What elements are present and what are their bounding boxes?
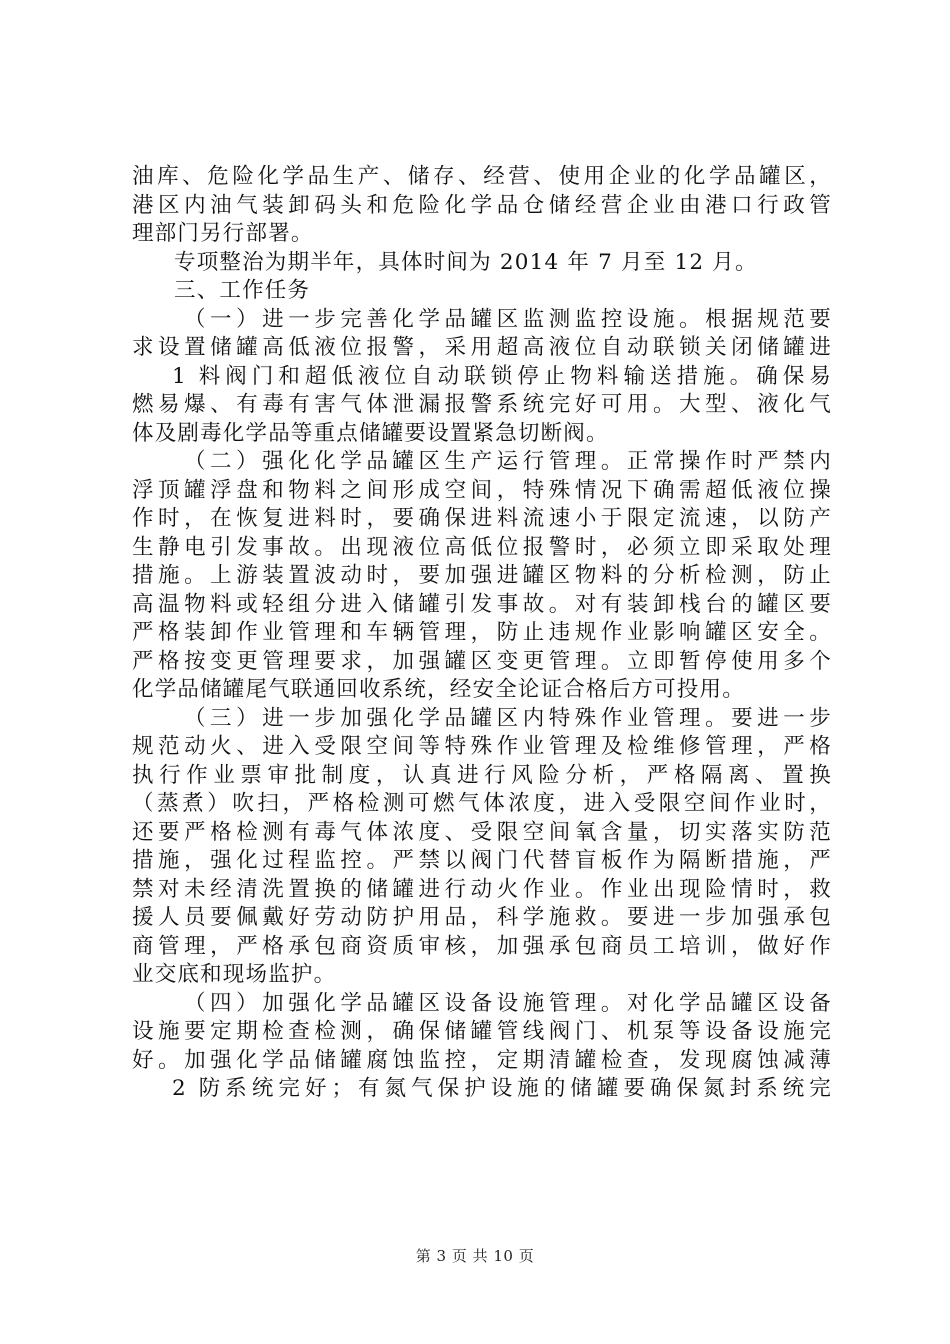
text-line: 燃易爆、有毒有害气体泄漏报警系统完好可用。大型、液化气 [132,392,832,417]
text-line: 体及剧毒化学品等重点储罐要设置紧急切断阀。 [132,420,609,446]
text-line: 禁对未经清洗置换的储罐进行动火作业。作业出现险情时，救 [132,876,832,902]
text-line: 执行作业票审批制度，认真进行风险分析，严格隔离、置换 [132,762,832,788]
text-line: 还要严格检测有毒气体浓度、受限空间氧含量，切实落实防范 [132,819,832,845]
text-line: 油库、危险化学品生产、储存、经营、使用企业的化学品罐区， [132,164,832,189]
text-line: 商管理，严格承包商资质审核，加强承包商员工培训，做好作 [132,933,832,959]
text-line: 业交底和现场监护。 [132,962,337,987]
text-line: 1 料阀门和超低液位自动联锁停止物料输送措施。确保易 [172,363,832,389]
text-line: 措施。上游装置波动时，要加强进罐区物料的分析检测，防止 [132,563,832,588]
text-line: 浮顶罐浮盘和物料之间形成空间，特殊情况下确需超低液位操 [132,477,832,503]
text-line: 措施，强化过程监控。严禁以阀门代替盲板作为隔断措施，严 [132,848,832,873]
text-line: （二）强化化学品罐区生产运行管理。正常操作时严禁内 [184,449,832,474]
text-line: 高温物料或轻组分进入储罐引发事故。对有装卸栈台的罐区要 [132,591,832,617]
page-number-footer: 第 3 页 共 10 页 [415,1247,535,1265]
document-body [132,163,832,1104]
text-line: 2 防系统完好；有氮气保护设施的储罐要确保氮封系统完 [172,1076,832,1101]
text-line: 理部门另行部署。 [132,221,314,246]
text-line: （四）加强化学品罐区设备设施管理。对化学品罐区设备 [184,990,832,1016]
text-line: 港区内油气装卸码头和危险化学品仓储经营企业由港口行政管 [132,192,832,218]
text-line: （三）进一步加强化学品罐区内特殊作业管理。要进一步 [184,705,832,731]
text-line: 规范动火、进入受限空间等特殊作业管理及检维修管理，严格 [132,734,832,759]
text-line: 求设置储罐高低液位报警，采用超高液位自动联锁关闭储罐进 [132,335,832,360]
text-line: 严格装卸作业管理和车辆管理，防止违规作业影响罐区安全。 [132,620,832,645]
text-line: 专项整治为期半年，具体时间为 2014 年 7 月至 12 月。 [174,249,758,275]
text-line: 设施要定期检查检测，确保储罐管线阀门、机泵等设备设施完 [132,1019,832,1044]
text-line: 作时，在恢复进料时，要确保进料流速小于限定流速，以防产 [132,506,832,531]
text-line: 援人员要佩戴好劳动防护用品，科学施救。要进一步加强承包 [132,905,832,930]
text-line: 生静电引发事故。出现液位高低位报警时，必须立即采取处理 [132,534,832,560]
section-heading: 三、工作任务 [174,278,311,303]
text-line: （一）进一步完善化学品罐区监测监控设施。根据规范要 [184,306,832,332]
text-line: 化学品储罐尾气联通回收系统，经安全论证合格后方可投用。 [132,677,745,702]
text-line: 严格按变更管理要求，加强罐区变更管理。立即暂停使用多个 [132,648,832,674]
text-line: （蒸煮）吹扫，严格检测可燃气体浓度，进入受限空间作业时， [132,791,832,816]
text-line: 好。加强化学品储罐腐蚀监控，定期清罐检查，发现腐蚀减薄 [132,1047,832,1073]
